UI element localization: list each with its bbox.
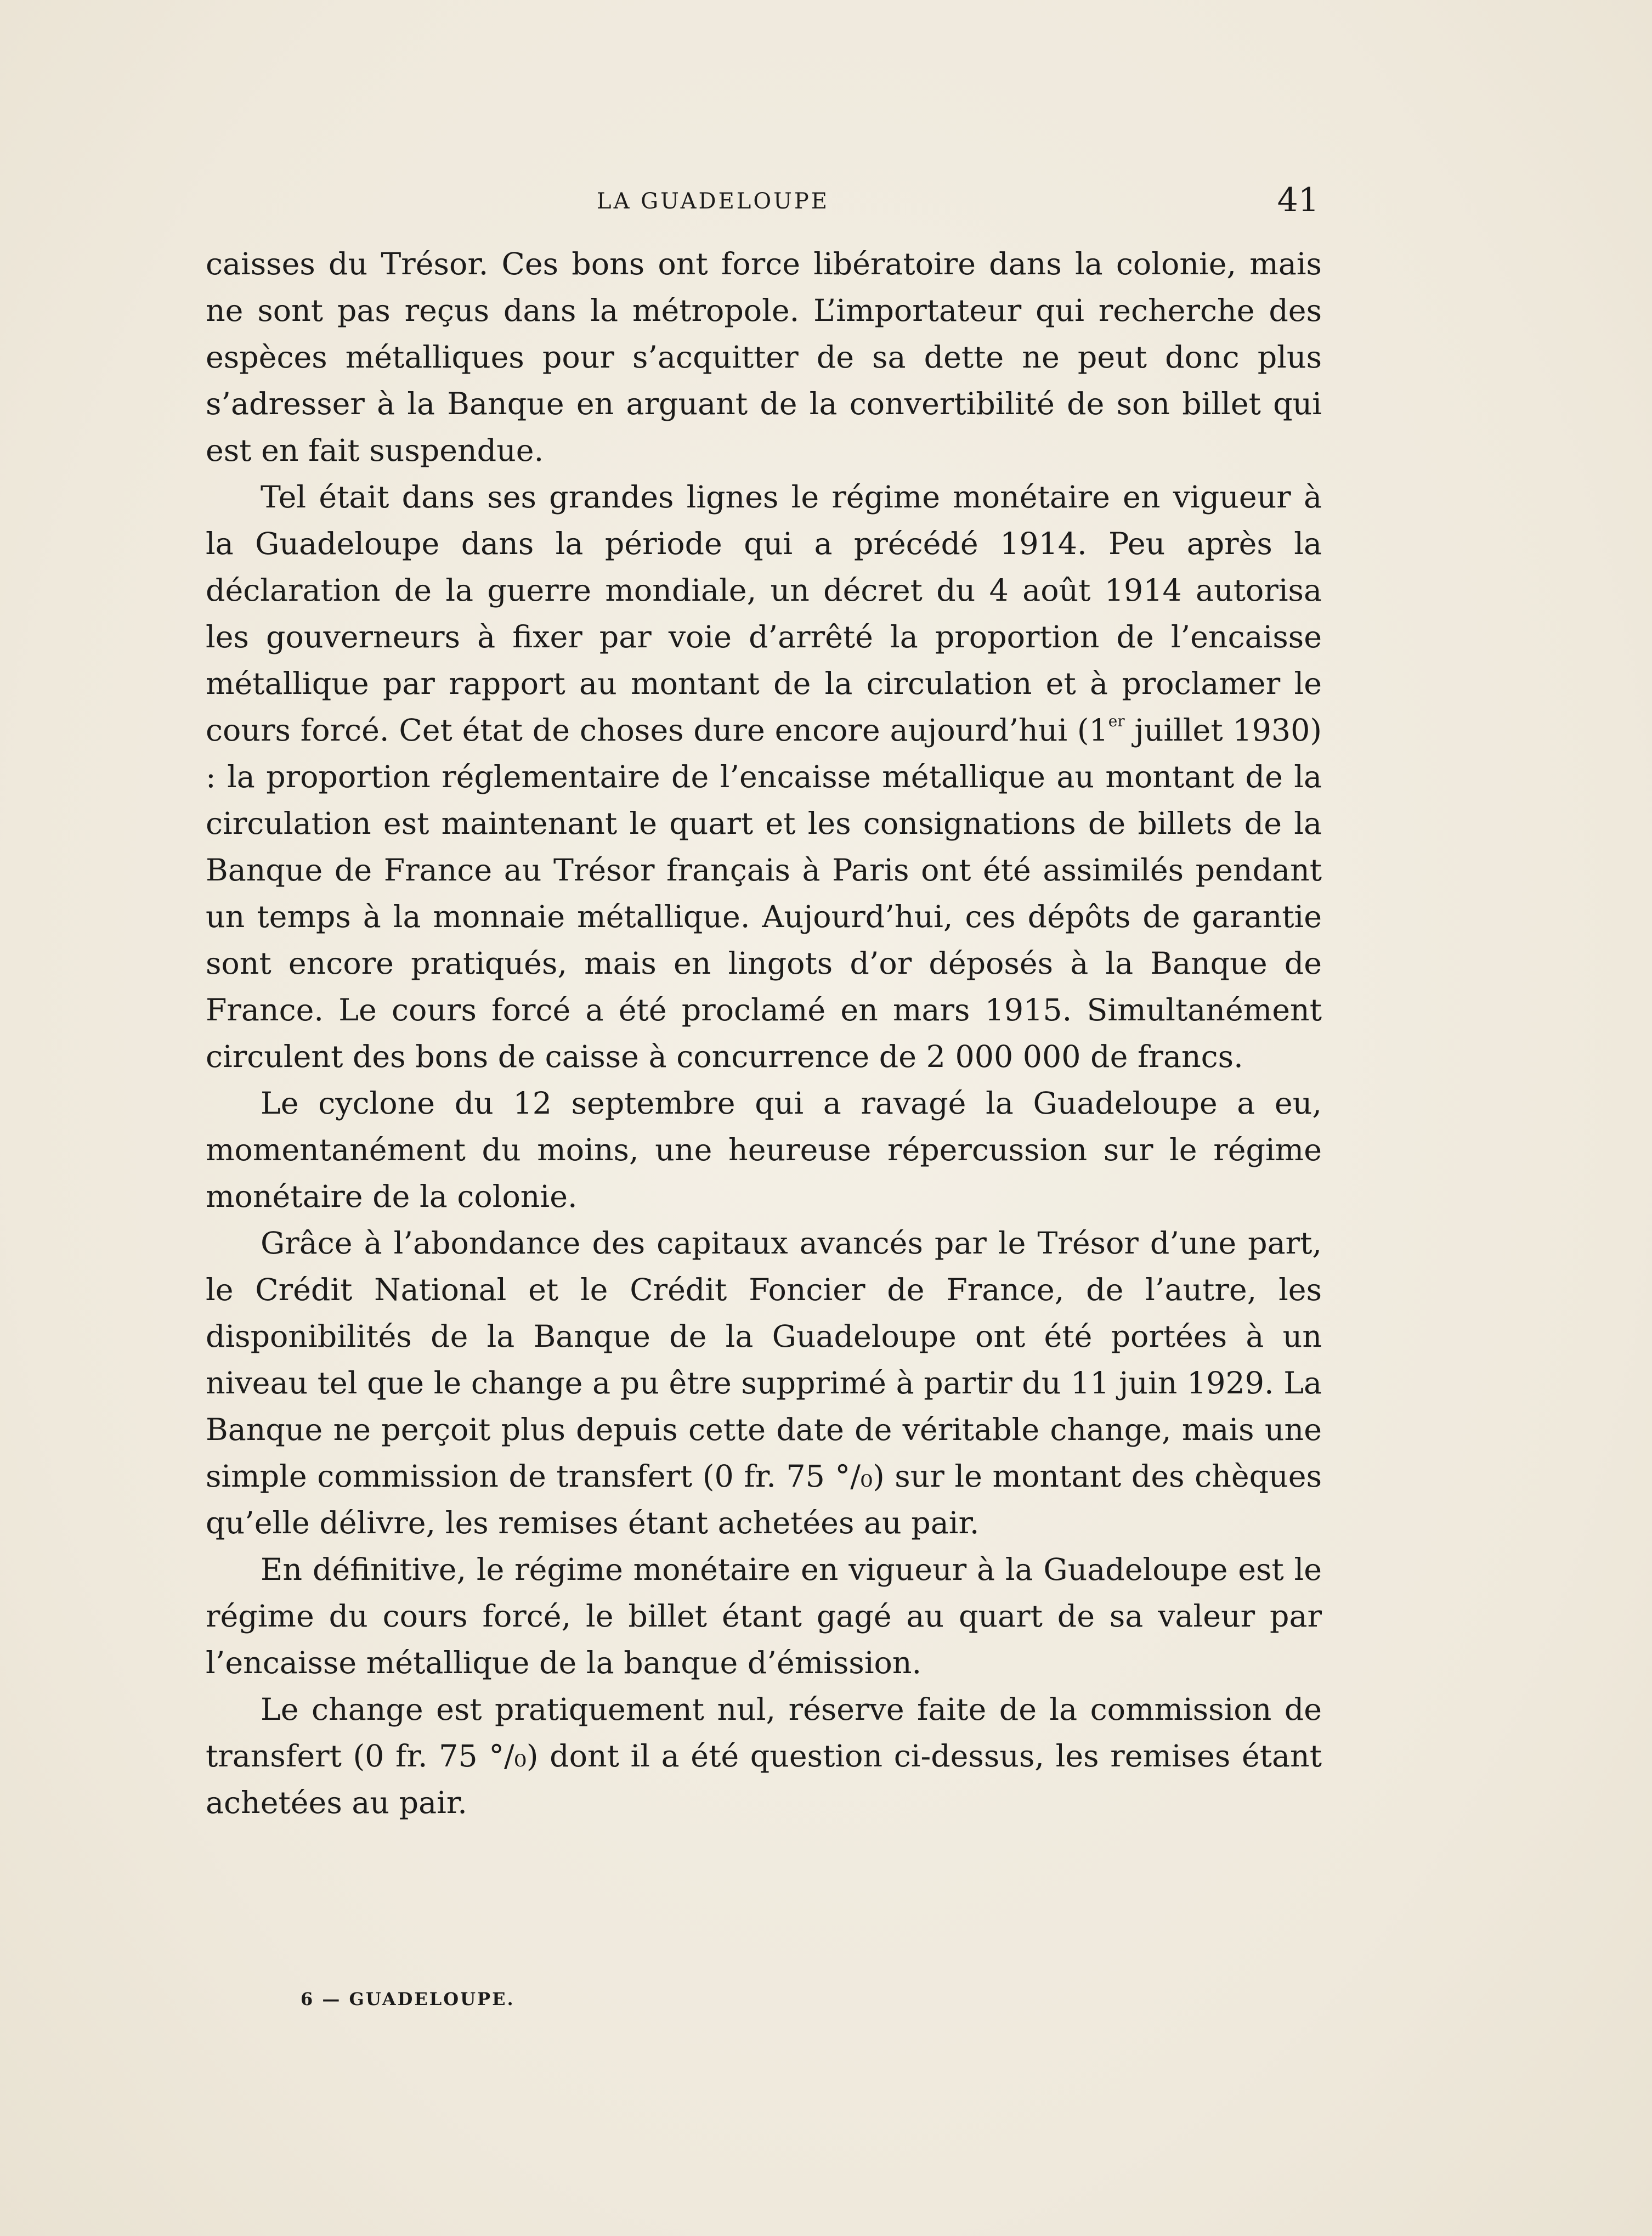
paragraph: Le cyclone du 12 septembre qui a ravagé la Guadeloupe a eu, momentanément du moins, une heureuse répercussion sur le régime monétaire de la colonie. <box>206 1086 1322 1215</box>
signature-mark: 6 — GUADELOUPE. <box>301 1989 515 2009</box>
superscript: er <box>1108 712 1125 730</box>
paragraph: Le change est pratiquement nul, réserve faite de la commission de transfert (0 fr. 75 °/₀) dont il a été question ci-dessus, les remises étant achetées au pair. <box>206 1692 1322 1821</box>
body-text <box>206 241 1322 1827</box>
running-title: LA GUADELOUPE <box>597 189 829 214</box>
paragraph <box>206 475 1322 1081</box>
page-header <box>206 181 1319 225</box>
paragraph: Grâce à l’abondance des capitaux avancés par le Trésor d’une part, le Crédit National et le Crédit Foncier de France, de l’autre, les disponibilités de la Banque de la Guadeloupe ont été portées à un niveau tel que le change a pu être supprimé à partir du 11 juin 1929. La Banque ne perçoit plus depuis cette date de véritable change, mais une simple commission de transfert (0 fr. 75 °/₀) sur le montant des chèques qu’elle délivre, les remises étant achetées au pair. <box>206 1226 1322 1541</box>
paragraph-text: Tel était dans ses grandes lignes le régime monétaire en vigueur à la Guadeloupe dans la période qui a précédé 1914. Peu après la déclaration de la guerre mondiale, un décret du 4 août 1914 autorisa les gouverneurs à fixer par voie d’arrêté la proportion de l’encaisse métallique par rapport au montant de la circulation et à proclamer le cours forcé. Cet état de choses dure encore aujourd’hui (1 <box>206 480 1322 748</box>
paragraph-text: juillet 1930) : la proportion réglementaire de l’encaisse métallique au montant de la circulation est maintenant le quart et les consignations de billets de la Banque de France au Trésor français à Paris ont été assimilés pendant un temps à la monnaie métallique. Aujourd’hui, ces dépôts de garantie sont encore pratiqués, mais en lingots d’or déposés à la Banque de France. Le cours forcé a été proclamé en mars 1915. Simultanément circulent des bons de caisse à concurrence de 2 000 000 de francs. <box>206 713 1322 1075</box>
paragraph: En définitive, le régime monétaire en vigueur à la Guadeloupe est le régime du cours forcé, le billet étant gagé au quart de sa valeur par l’encaisse métallique de la banque d’émission. <box>206 1552 1322 1681</box>
paragraph-continued: caisses du Trésor. Ces bons ont force libératoire dans la colonie, mais ne sont pas reçus dans la métropole. L’importateur qui recherche des espèces métalliques pour s’acquitter de sa dette ne peut donc plus s’adresser à la Banque en arguant de la convertibilité de son billet qui est en fait suspendue. <box>206 247 1322 468</box>
page-number: 41 <box>1277 181 1319 219</box>
